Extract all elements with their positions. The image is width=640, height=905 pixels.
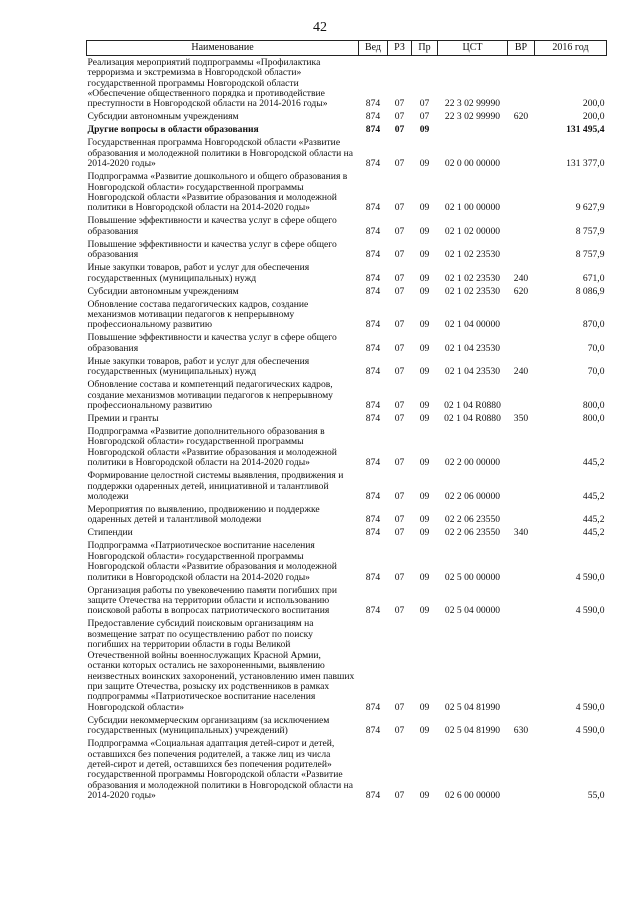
row-cst: 02 0 00 00000 [444, 158, 501, 170]
row-ved: 874 [365, 701, 381, 713]
table-row [87, 413, 607, 426]
row-ved: 874 [365, 605, 381, 617]
row-rz: 07 [394, 571, 405, 583]
row-name: Субсидии автономным учреждениям [87, 285, 239, 297]
row-vr: 620 [513, 285, 529, 297]
row-amount: 445,2 [582, 457, 605, 469]
row-name: Обновление состава и компетенций педагогических кадров, создание механизмов мотивации педагогов к непрерывному профессиональному развитию [87, 379, 333, 412]
row-pr: 09 [419, 725, 430, 737]
table-row [87, 137, 607, 171]
row-ved: 874 [365, 725, 381, 737]
row-name: Подпрограмма «Патриотическое воспитание населения Новгородской области» государственной программы Новгородской области «Развитие образования и молодежной политики в Новгородской области на 2014-2020 годы» [87, 540, 337, 583]
row-amount: 8 757,9 [575, 225, 605, 237]
row-cst: 02 2 06 23550 [444, 514, 501, 526]
row-ved: 874 [365, 124, 381, 136]
row-cst: 02 5 04 00000 [444, 605, 501, 617]
table-row [87, 111, 607, 124]
row-rz: 07 [394, 725, 405, 737]
row-vr [508, 332, 535, 355]
row-name: Повышение эффективности и качества услуг в сфере общего образования [87, 332, 337, 354]
row-ved: 874 [365, 790, 381, 802]
row-ved: 874 [365, 491, 381, 503]
table-row [87, 298, 607, 332]
row-amount: 131 495,4 [566, 124, 605, 136]
row-amount: 70,0 [587, 342, 605, 354]
row-name: Предоставление субсидий поисковым организациям на возмещение затрат по осуществлению работ по поиску погибших на территории области в годы Великой Отечественной войны военнослужащих Красной Армии, останки которых остались не захороненными, выявлению неизвестных воинских захоронений, установлению имен павших при защите Отечества, розыску их родственников в рамках подпрограммы «Патриотическое воспитание населения Новгородской области» [87, 618, 355, 713]
row-vr [508, 215, 535, 238]
row-amount: 4 590,0 [575, 725, 605, 737]
row-name: Стипендии [87, 527, 133, 539]
row-rz: 07 [394, 225, 405, 237]
row-vr [508, 238, 535, 261]
row-cst [438, 124, 508, 137]
budget-table [86, 40, 607, 803]
row-amount: 4 590,0 [575, 605, 605, 617]
row-rz: 07 [394, 111, 405, 123]
row-pr: 09 [419, 342, 430, 354]
row-cst: 02 1 04 23530 [444, 342, 501, 354]
row-pr: 09 [419, 249, 430, 261]
row-vr [508, 470, 535, 504]
row-name: Субсидии некоммерческим организациям (за исключением государственных (муниципальных) учреждений) [87, 714, 330, 737]
table-row [87, 215, 607, 238]
row-ved: 874 [365, 457, 381, 469]
row-name: Организация работы по увековечению памяти погибших при защите Отечества на территории области и использованию поисковой работы в вопросах патриотического воспитания [87, 584, 337, 617]
row-cst: 22 3 02 99990 [444, 111, 501, 123]
row-cst: 02 2 06 23550 [444, 527, 501, 539]
row-amount: 8 757,9 [575, 249, 605, 261]
row-cst: 02 1 02 23530 [444, 272, 501, 284]
row-pr: 09 [419, 202, 430, 214]
row-pr: 09 [419, 701, 430, 713]
table-row [87, 379, 607, 413]
header-cst: ЦСТ [438, 41, 508, 56]
row-cst: 02 1 04 23530 [444, 366, 501, 378]
row-name: Мероприятия по выявлению, продвижению и поддержке одаренных детей и талантливой молодежи [87, 504, 320, 526]
table-row [87, 470, 607, 504]
row-name: Субсидии автономным учреждениям [87, 111, 239, 123]
row-pr: 07 [419, 111, 430, 123]
row-name: Другие вопросы в области образования [87, 124, 259, 136]
row-amount: 800,0 [582, 413, 605, 425]
row-rz: 07 [394, 98, 405, 110]
table-row [87, 356, 607, 379]
row-rz: 07 [394, 249, 405, 261]
row-name: Формирование целостной системы выявления, продвижения и поддержки одаренных детей, инициативной и талантливой молодежи [87, 470, 344, 503]
row-pr: 09 [419, 400, 430, 412]
table-row [87, 171, 607, 215]
row-pr: 09 [419, 124, 430, 136]
row-vr [508, 618, 535, 714]
row-vr [508, 137, 535, 171]
row-name: Премии и гранты [87, 413, 159, 425]
row-name: Обновление состава педагогических кадров, создание механизмов мотивации педагогов к непрерывному профессиональному развитию [87, 298, 309, 331]
row-amount: 445,2 [582, 491, 605, 503]
row-cst: 02 5 00 00000 [444, 571, 501, 583]
row-name: Государственная программа Новгородской области «Развитие образования и молодежной политики в Новгородской области на 2014-2020 годы» [87, 137, 354, 170]
row-pr: 09 [419, 790, 430, 802]
row-cst: 02 6 00 00000 [444, 790, 501, 802]
row-ved: 874 [365, 111, 381, 123]
row-vr [508, 738, 535, 803]
row-pr: 09 [419, 571, 430, 583]
header-amount: 2016 год [535, 41, 607, 56]
table-row [87, 238, 607, 261]
row-cst: 02 1 02 23530 [444, 249, 501, 261]
row-rz: 07 [394, 527, 405, 539]
row-pr: 09 [419, 272, 430, 284]
row-amount: 9 627,9 [575, 202, 605, 214]
row-name: Подпрограмма «Развитие дополнительного образования в Новгородской области» государственной программы Новгородской области «Развитие образования и молодежной политики в Новгородской области на 2014-2020 годы» [87, 426, 337, 469]
header-vr: ВР [508, 41, 535, 56]
row-pr: 09 [419, 491, 430, 503]
row-ved: 874 [365, 98, 381, 110]
row-vr [508, 379, 535, 413]
row-rz: 07 [394, 457, 405, 469]
row-cst: 02 1 04 R0880 [444, 400, 501, 412]
row-rz: 07 [394, 342, 405, 354]
row-pr: 09 [419, 319, 430, 331]
header-name: Наименование [87, 41, 359, 56]
row-ved: 874 [365, 225, 381, 237]
table-header-row [87, 41, 607, 56]
row-name: Повышение эффективности и качества услуг в сфере общего образования [87, 215, 337, 237]
row-vr [508, 584, 535, 618]
row-amount: 445,2 [582, 514, 605, 526]
row-vr [508, 426, 535, 470]
row-ved: 874 [365, 413, 381, 425]
row-amount: 870,0 [582, 319, 605, 331]
table-row [87, 584, 607, 618]
row-vr: 630 [513, 725, 529, 737]
row-cst: 02 1 04 R0880 [444, 413, 501, 425]
row-pr: 09 [419, 158, 430, 170]
row-cst: 02 1 04 00000 [444, 319, 501, 331]
row-name: Повышение эффективности и качества услуг в сфере общего образования [87, 238, 337, 261]
table-row [87, 332, 607, 355]
row-ved: 874 [365, 400, 381, 412]
table-row [87, 738, 607, 803]
row-cst: 22 3 02 99990 [444, 98, 501, 110]
row-rz: 07 [394, 413, 405, 425]
row-ved: 874 [365, 249, 381, 261]
header-ved: Вед [359, 41, 388, 56]
row-amount: 4 590,0 [575, 701, 605, 713]
row-cst: 02 5 04 81990 [444, 701, 501, 713]
row-vr [508, 298, 535, 332]
row-amount: 55,0 [587, 790, 605, 802]
row-ved: 874 [365, 342, 381, 354]
row-rz: 07 [394, 366, 405, 378]
row-pr: 09 [419, 225, 430, 237]
row-amount: 8 086,9 [575, 285, 605, 297]
row-name: Иные закупки товаров, работ и услуг для обеспечения государственных (муниципальных) нужд [87, 262, 310, 284]
row-cst: 02 1 02 00000 [444, 225, 501, 237]
row-ved: 874 [365, 366, 381, 378]
row-vr: 350 [513, 413, 529, 425]
row-name: Реализация мероприятий подпрограммы «Профилактика терроризма и экстремизма в Новгородской области» государственной программы Новгородской области «Обеспечение общественного порядка и противодействие преступности в Новгородской области на 2014-2016 годы» [87, 56, 328, 110]
row-ved: 874 [365, 571, 381, 583]
row-ved: 874 [365, 202, 381, 214]
row-ved: 874 [365, 514, 381, 526]
row-amount: 445,2 [582, 527, 605, 539]
row-amount: 131 377,0 [566, 158, 605, 170]
row-amount: 4 590,0 [575, 571, 605, 583]
table-row [87, 714, 607, 737]
page-number: 42 [313, 20, 327, 35]
table-row [87, 618, 607, 714]
table-row [87, 504, 607, 527]
row-rz: 07 [394, 158, 405, 170]
row-vr [508, 56, 535, 111]
table-row [87, 124, 607, 137]
table-row [87, 527, 607, 540]
row-rz: 07 [394, 319, 405, 331]
row-pr: 09 [419, 366, 430, 378]
row-name: Подпрограмма «Социальная адаптация детей-сирот и детей, оставшихся без попечения родителей, а также лиц из числа детей-сирот и детей, оставшихся без попечения родителей» государственной программы Новгородской области «Развитие образования и молодежной политики в Новгородской области на 2014-2020 годы» [87, 738, 354, 802]
row-rz: 07 [394, 790, 405, 802]
row-vr: 340 [513, 527, 529, 539]
row-rz: 07 [394, 285, 405, 297]
row-vr [508, 504, 535, 527]
row-ved: 874 [365, 527, 381, 539]
row-cst: 02 5 04 81990 [444, 725, 501, 737]
row-ved: 874 [365, 158, 381, 170]
row-pr: 09 [419, 457, 430, 469]
row-vr: 240 [513, 366, 529, 378]
row-pr: 09 [419, 514, 430, 526]
row-pr: 09 [419, 413, 430, 425]
table-row [87, 56, 607, 111]
header-pr: Пр [412, 41, 438, 56]
row-rz: 07 [394, 701, 405, 713]
row-vr [508, 124, 535, 137]
row-cst: 02 2 00 00000 [444, 457, 501, 469]
table-row [87, 540, 607, 584]
row-rz: 07 [394, 202, 405, 214]
row-cst: 02 1 00 00000 [444, 202, 501, 214]
row-amount: 70,0 [587, 366, 605, 378]
row-ved: 874 [365, 319, 381, 331]
table-row [87, 426, 607, 470]
row-vr [508, 540, 535, 584]
row-amount: 671,0 [582, 272, 605, 284]
row-rz: 07 [394, 491, 405, 503]
row-amount: 200,0 [582, 111, 605, 123]
row-amount: 200,0 [582, 98, 605, 110]
row-rz: 07 [394, 400, 405, 412]
row-amount: 800,0 [582, 400, 605, 412]
row-pr: 09 [419, 285, 430, 297]
row-pr: 09 [419, 527, 430, 539]
row-rz: 07 [394, 605, 405, 617]
row-rz: 07 [394, 514, 405, 526]
header-rz: РЗ [388, 41, 412, 56]
row-rz: 07 [394, 124, 405, 136]
row-name: Подпрограмма «Развитие дошкольного и общего образования в Новгородской области» государственной программы Новгородской области «Развитие образования и молодежной политики в Новгородской области на 2014-2020 годы» [87, 171, 348, 214]
row-ved: 874 [365, 272, 381, 284]
row-ved: 874 [365, 285, 381, 297]
table-row [87, 262, 607, 285]
row-vr: 620 [513, 111, 529, 123]
row-vr [508, 171, 535, 215]
row-pr: 09 [419, 605, 430, 617]
row-cst: 02 2 06 00000 [444, 491, 501, 503]
row-name: Иные закупки товаров, работ и услуг для обеспечения государственных (муниципальных) нужд [87, 355, 310, 378]
row-cst: 02 1 02 23530 [444, 285, 501, 297]
table-row [87, 285, 607, 298]
table-body [87, 56, 607, 803]
row-vr: 240 [513, 272, 529, 284]
row-pr: 07 [419, 98, 430, 110]
row-rz: 07 [394, 272, 405, 284]
